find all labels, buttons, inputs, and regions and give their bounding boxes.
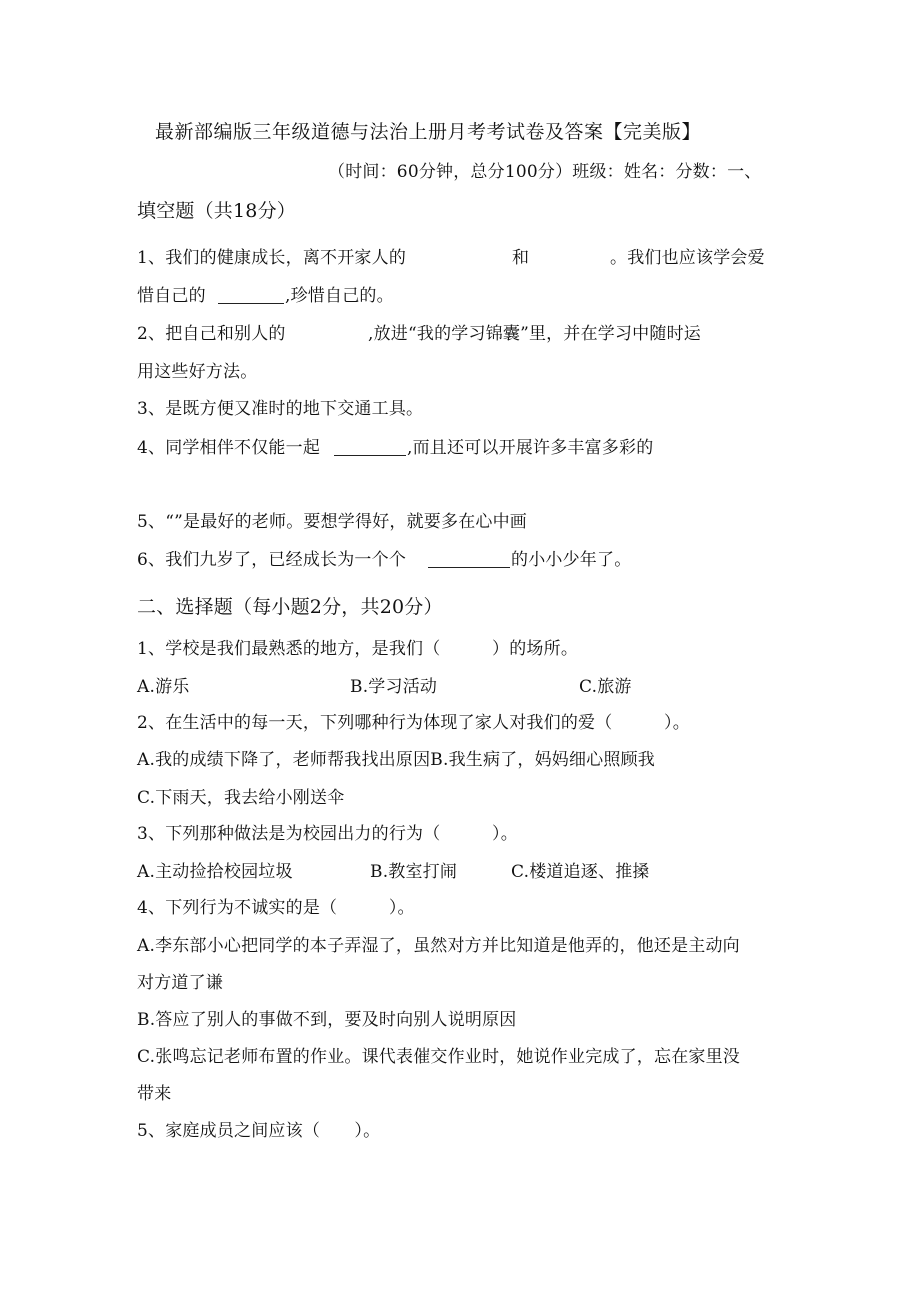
mc-q4-option-a-line2: 对方道了谦 — [137, 973, 223, 993]
fill-q2-part1: 2、把自己和别人的 — [137, 324, 286, 344]
mc-q1-option-b: B.学习活动 — [350, 677, 438, 697]
fill-q2-part3: 用这些好方法。 — [137, 362, 258, 382]
fill-q5: 5、“”是最好的老师。要想学得好，就要多在心中画 — [137, 512, 527, 532]
mc-q4-option-b: B.答应了别人的事做不到，要及时向别人说明原因 — [137, 1010, 517, 1030]
mc-q3-option-c: C.楼道追逐、推搡 — [511, 862, 650, 882]
fill-q4-part1: 4、同学相伴不仅能一起 — [137, 438, 321, 458]
mc-q2-stem: 2、在生活中的每一天，下列哪种行为体现了家人对我们的爱（ ）。 — [137, 713, 690, 733]
mc-q4-option-c-line2: 带来 — [137, 1084, 172, 1104]
fill-q6-part2: 的小小少年了。 — [511, 550, 632, 570]
exam-info-line: （时间：60分钟，总分100分）班级：姓名：分数：一、 — [328, 162, 762, 182]
mc-q4-option-a-line1: A.李东部小心把同学的本子弄湿了，虽然对方并比知道是他弄的，他还是主动向 — [137, 936, 740, 956]
fill-q1-part2: 。我们也应该学会爱 — [610, 248, 765, 268]
mc-q2-options-ab: A.我的成绩下降了，老师帮我找出原因B.我生病了，妈妈细心照顾我 — [137, 750, 655, 770]
mc-q3-option-b: B.教室打闹 — [370, 862, 458, 882]
answer-blank — [334, 439, 406, 456]
fill-q1-part4: ,珍惜自己的。 — [285, 286, 394, 306]
mc-q3-option-a: A.主动捡拾校园垃圾 — [137, 862, 293, 882]
mc-q2-option-c: C.下雨天，我去给小刚送伞 — [137, 788, 345, 808]
mc-q5-stem: 5、家庭成员之间应该（ ）。 — [137, 1121, 381, 1141]
mc-q1-option-a: A.游乐 — [137, 677, 190, 697]
fill-q2-part2: ,放进“我的学习锦囊”里，并在学习中随时运 — [368, 324, 701, 344]
fill-q3: 3、是既方便又准时的地下交通工具。 — [137, 399, 424, 419]
answer-blank — [218, 287, 284, 304]
fill-q4-part2: ,而且还可以开展许多丰富多彩的 — [407, 438, 654, 458]
answer-blank — [428, 551, 510, 568]
fill-q1-part3: 惜自己的 — [137, 286, 206, 306]
mc-q4-option-c-line1: C.张鸣忘记老师布置的作业。课代表催交作业时，她说作业完成了，忘在家里没 — [137, 1047, 741, 1067]
section-heading-multiple-choice: 二、选择题（每小题2分，共20分） — [137, 596, 443, 618]
fill-q6-part1: 6、我们九岁了，已经成长为一个个 — [137, 550, 407, 570]
mc-q4-stem: 4、下列行为不诚实的是（ ）。 — [137, 898, 415, 918]
fill-q1-part1: 1、我们的健康成长，离不开家人的 — [137, 248, 407, 268]
mc-q3-stem: 3、下列那种做法是为校园出力的行为（ ）。 — [137, 824, 518, 844]
fill-q1-connector: 和 — [512, 248, 530, 268]
mc-q1-stem: 1、学校是我们最熟悉的地方，是我们（ ）的场所。 — [137, 639, 579, 659]
mc-q1-option-c: C.旅游 — [579, 677, 632, 697]
page-title: 最新部编版三年级道德与法治上册月考考试卷及答案【完美版】 — [155, 121, 702, 143]
section-heading-fill-in: 填空题（共18分） — [137, 200, 296, 222]
